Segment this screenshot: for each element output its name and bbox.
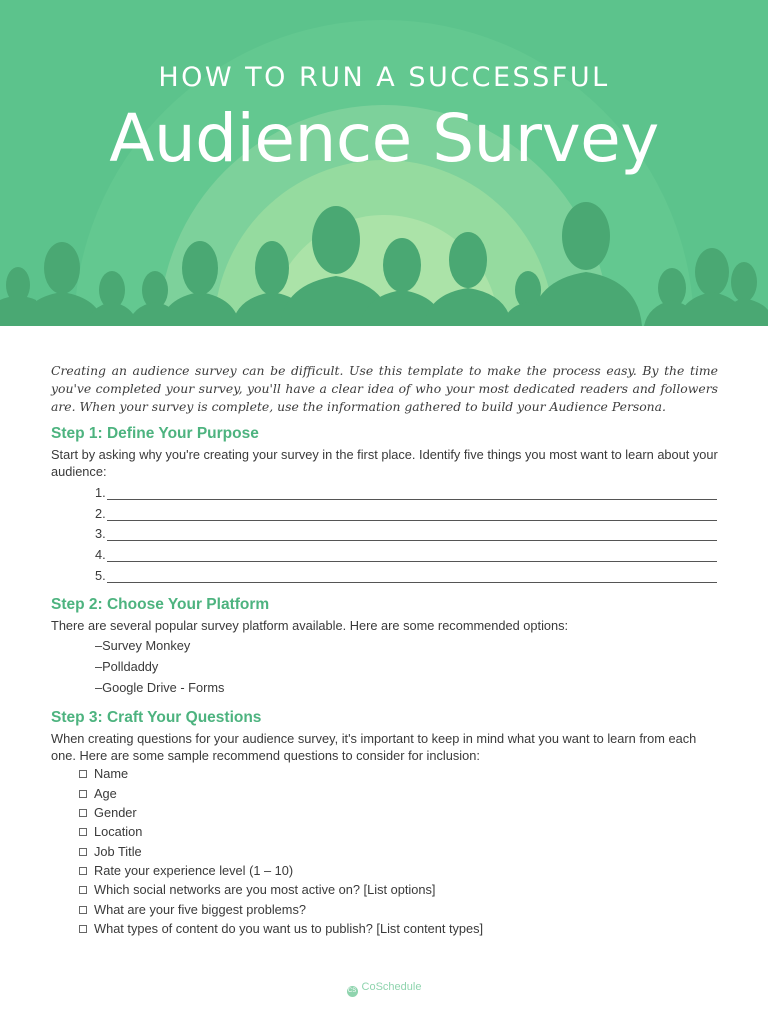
- purpose-line-5[interactable]: [95, 567, 717, 583]
- step2-title: Step 2: Choose Your Platform: [51, 596, 270, 613]
- write-in-rule: [107, 487, 717, 500]
- step1-description: Start by asking why you're creating your survey in the first place. Identify five things you most want to learn about your audience:: [51, 447, 718, 479]
- intro-paragraph: Creating an audience survey can be difficult. Use this template to make the process easy. By the time you've completed your survey, you'll have a clear idea of who your most dedicated readers and followers are. When your survey is complete, use the information gathered to build your Audience Persona.: [51, 363, 718, 414]
- intro-block: [51, 362, 718, 416]
- purpose-line-4[interactable]: [95, 546, 717, 562]
- checkbox-icon[interactable]: [79, 848, 87, 856]
- checkbox-icon[interactable]: [79, 809, 87, 817]
- brand-name: CoSchedule: [361, 981, 422, 993]
- purpose-line-2[interactable]: [95, 505, 717, 521]
- question-label: What are your five biggest problems?: [94, 902, 306, 917]
- step2-description: There are several popular survey platform available. Here are some recommended options:: [51, 618, 569, 633]
- checkbox-icon[interactable]: [79, 770, 87, 778]
- hero-banner: [0, 0, 768, 326]
- platform-option: –Polldaddy: [95, 659, 159, 674]
- write-in-rule: [107, 570, 717, 583]
- question-checkbox-item[interactable]: [79, 844, 142, 859]
- step3-description: When creating questions for your audience survey, it's important to keep in mind what you want to learn from each one. Here are some sample recommend questions to consider for inclusion:: [51, 731, 697, 763]
- checkbox-icon[interactable]: [79, 886, 87, 894]
- question-checkbox-item[interactable]: [79, 766, 128, 781]
- checkbox-icon[interactable]: [79, 790, 87, 798]
- question-checkbox-item[interactable]: [79, 902, 306, 917]
- line-number: 1.: [95, 485, 106, 500]
- question-label: Location: [94, 824, 143, 839]
- purpose-line-3[interactable]: [95, 525, 717, 541]
- step1-title: Step 1: Define Your Purpose: [51, 425, 259, 442]
- checkbox-icon[interactable]: [79, 828, 87, 836]
- line-number: 4.: [95, 547, 106, 562]
- line-number: 3.: [95, 526, 106, 541]
- write-in-rule: [107, 549, 717, 562]
- question-checkbox-item[interactable]: [79, 863, 293, 878]
- page-title: Audience Survey: [109, 100, 659, 177]
- footer-brand: [0, 981, 768, 997]
- question-label: Age: [94, 786, 117, 801]
- question-checkbox-item[interactable]: [79, 805, 137, 820]
- write-in-rule: [107, 528, 717, 541]
- question-label: Gender: [94, 805, 137, 820]
- coschedule-logo-icon: CS: [347, 986, 358, 997]
- line-number: 5.: [95, 568, 106, 583]
- checkbox-icon[interactable]: [79, 925, 87, 933]
- platform-option: –Survey Monkey: [95, 638, 191, 653]
- question-checkbox-item[interactable]: [79, 786, 117, 801]
- question-checkbox-item[interactable]: [79, 921, 483, 936]
- purpose-line-1[interactable]: [95, 484, 717, 500]
- hero-kicker: HOW TO RUN A SUCCESSFUL: [158, 62, 610, 93]
- checkbox-icon[interactable]: [79, 867, 87, 875]
- question-label: Name: [94, 766, 129, 781]
- line-number: 2.: [95, 506, 106, 521]
- question-checkbox-item[interactable]: [79, 882, 435, 897]
- question-label: Job Title: [94, 844, 142, 859]
- step3-title: Step 3: Craft Your Questions: [51, 709, 262, 726]
- question-label: What types of content do you want us to publish? [List content types]: [94, 921, 484, 936]
- checkbox-icon[interactable]: [79, 906, 87, 914]
- question-label: Rate your experience level (1 – 10): [94, 863, 294, 878]
- question-checkbox-item[interactable]: [79, 824, 142, 839]
- platform-option: –Google Drive - Forms: [95, 680, 225, 695]
- question-label: Which social networks are you most active on? [List options]: [94, 882, 436, 897]
- write-in-rule: [107, 508, 717, 521]
